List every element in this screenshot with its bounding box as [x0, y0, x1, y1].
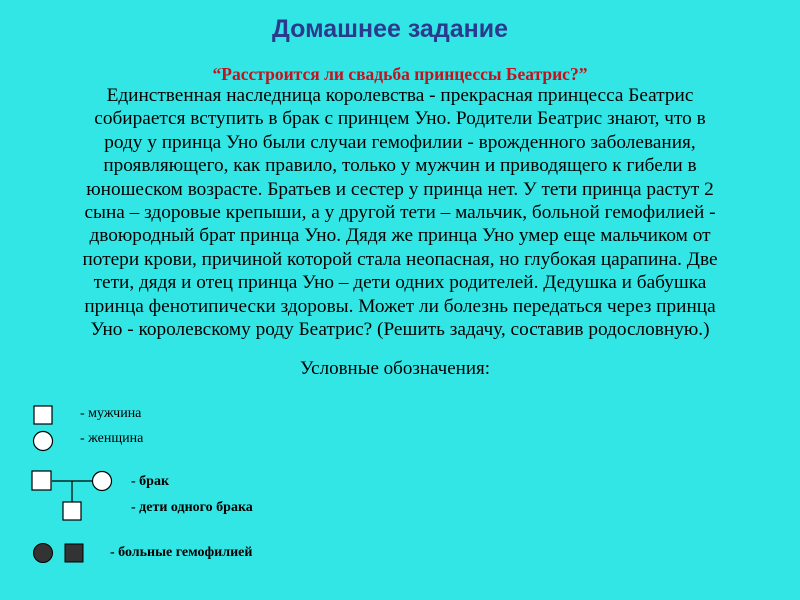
marriage-male-square-icon [32, 471, 51, 490]
problem-text-line: Уно - королевскому роду Беатрис? (Решить задачу, составив родословную.) [90, 319, 710, 341]
female-circle-icon [34, 432, 53, 451]
problem-title: “Расстроится ли свадьба принцессы Беатрис?” [212, 64, 588, 84]
legend-female-label: - женщина [80, 431, 144, 446]
marriage-line-icon [52, 481, 93, 502]
legend-title: Условные обозначения: [299, 358, 491, 379]
male-square-icon [34, 406, 52, 424]
legend-marriage-label: - брак [131, 474, 170, 489]
legend-male-label: - мужчина [80, 406, 142, 421]
legend-children-label: - дети одного брака [131, 500, 253, 515]
affected-male-icon [65, 544, 83, 562]
problem-text-line: потери крови, причиной которой стала неопасная, но глубокая царапина. Две [82, 248, 718, 270]
page-title: Домашнее задание [272, 15, 508, 43]
problem-text-line: собирается вступить в брак с принцем Уно. Родители Беатрис знают, что в [94, 108, 706, 130]
problem-text-line: проявляющего, как правило, только у мужчин и приводящего к гибели в [103, 155, 697, 177]
problem-text-line: роду у принца Уно были случаи гемофилии - врожденного заболевания, [104, 131, 696, 153]
problem-text-line: двоюродный брат принца Уно. Дядя же принца Уно умер еще мальчиком от [89, 225, 711, 247]
problem-text-line: тети, дядя и отец принца Уно – дети одних родителей. Дедушка и бабушка [93, 272, 707, 294]
problem-text-line: сына – здоровые крепыши, а у другой тети – мальчик, больной гемофилией - [84, 202, 716, 224]
legend-affected-label: - больные гемофилией [110, 545, 253, 560]
problem-text-line: принца фенотипически здоровы. Может ли болезнь передаться через принца [84, 295, 716, 317]
problem-text-line: юношеском возрасте. Братьев и сестер у принца нет. У тети принца растут 2 [86, 178, 714, 200]
problem-text-line: Единственная наследница королевства - прекрасная принцесса Беатрис [106, 85, 694, 106]
child-square-icon [63, 502, 81, 520]
marriage-female-circle-icon [93, 472, 112, 491]
affected-female-icon [34, 544, 53, 563]
